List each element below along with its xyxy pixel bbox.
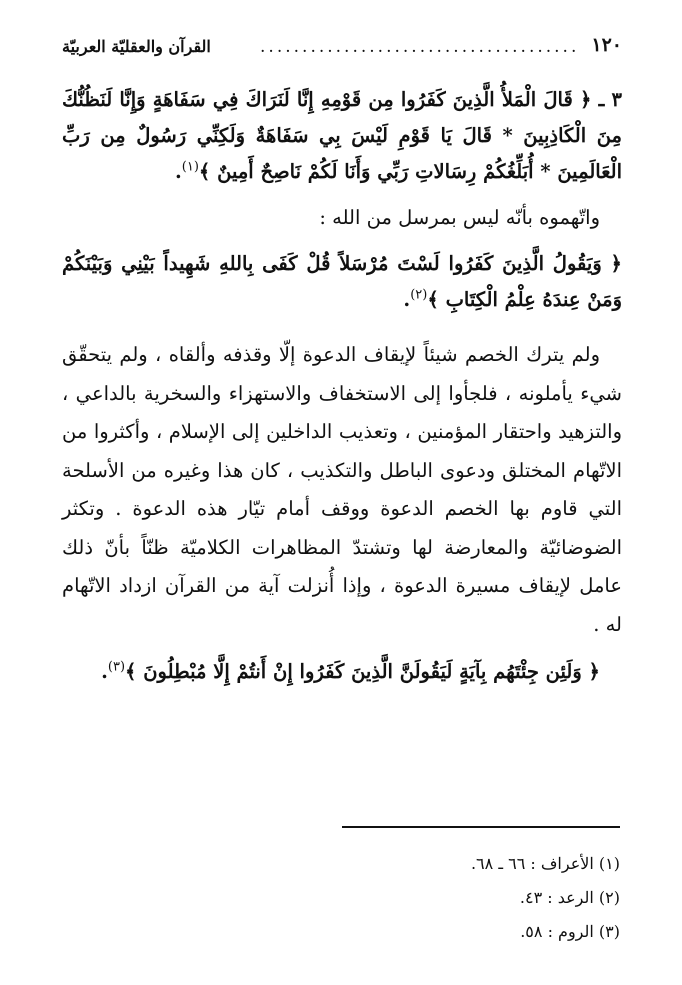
verse-block-1: ٣ ـ ﴿ قَالَ الْمَلأُ الَّذِينَ كَفَرُوا مِن قَوْمِهِ إِنَّا لَنَرَاكَ فِي سَفَاهَةٍ وَإِنَّا لَنَظُنُّكَ مِنَ الْكَاذِبِينَ * قَالَ يَا قَوْمِ لَيْسَ بِي سَفَاهَةٌ وَلَكِنِّي رَسُولٌ مِن رَبِّ الْعَالَمِينَ * أُبَلِّغُكُمْ رِسَالاتِ رَبِّي وَأَنَا لَكُمْ نَاصِحٌ أَمِينٌ ﴾$^{(١)}$.: [62, 88, 622, 183]
running-header: [62, 30, 622, 56]
footnote-2: (٢) الرعد : ٤٣.: [519, 888, 620, 907]
verse-block-2: ﴿ وَيَقُولُ الَّذِينَ كَفَرُوا لَسْتَ مُرْسَلاً قُلْ كَفَى بِاللهِ شَهِيداً بَيْنِي وَبَيْنَكُمْ وَمَنْ عِندَهُ عِلْمُ الْكِتَابِ ﴾$^{(٢)}$.: [62, 252, 622, 311]
footnote-ref-3: (٣): [107, 659, 126, 675]
footnote-ref-1: (١): [181, 159, 199, 175]
verse-block-3: ﴿ وَلَئِن جِئْتَهُم بِآيَةٍ لَيَقُولَنَّ الَّذِينَ كَفَرُوا إِنْ أَنتُمْ إِلَّا مُبْطِلُونَ ﴾$^{(٣)}$.: [101, 659, 600, 683]
footnote-ref-2: (٢): [410, 287, 428, 303]
verse-text-2: ﴿ وَيَقُولُ الَّذِينَ كَفَرُوا لَسْتَ مُرْسَلاً قُلْ كَفَى بِاللهِ شَهِيداً بَيْنِي وَبَيْنَكُمْ وَمَنْ عِندَهُ عِلْمُ الْكِتَابِ ﴾: [62, 252, 622, 311]
main-text: [62, 82, 622, 690]
paragraph-main: ولم يترك الخصم شيئاً لإيقاف الدعوة إلّا وقذفه وألقاه ، ولم يتحقّق شيء يأملونه ، فلجأوا إلى الاستخفاف والاستهزاء والسخرية بالداعي ، والتزهيد واحتقار المؤمنين ، وتعذيب الداخلين إلى الإسلام ، وأكثروا من الاتّهام المختلق ودعوى الباطل والتكذيب ، كان هذا وغيره من الأسلحة التي قاوم بها الخصم الدعوة ووقف أمام تيّار هذه الدعوة . وتكثر الضوضائيّة والمعارضة لها وتشتدّ المظاهرات الكلاميّة ظنّاً بأنّ ذلك عامل لإيقاف مسيرة الدعوة ، وإذا أُنزلت آية من القرآن ازداد الاتّهام له .: [62, 343, 622, 636]
header-leader-dots: ......................................: [260, 38, 580, 56]
running-title: القرآن والعقليّة العربيّة: [62, 37, 211, 56]
verse-text-1: ٣ ـ ﴿ قَالَ الْمَلأُ الَّذِينَ كَفَرُوا مِن قَوْمِهِ إِنَّا لَنَرَاكَ فِي سَفَاهَةٍ وَإِنَّا لَنَظُنُّكَ مِنَ الْكَاذِبِينَ * قَالَ يَا قَوْمِ لَيْسَ بِي سَفَاهَةٌ وَلَكِنِّي رَسُولٌ مِن رَبِّ الْعَالَمِينَ * أُبَلِّغُكُمْ رِسَالاتِ رَبِّي وَأَنَا لَكُمْ نَاصِحٌ أَمِينٌ ﴾: [62, 88, 622, 183]
footnote-1: (١) الأعراف : ٦٦ ـ ٦٨.: [470, 854, 620, 873]
footnote-separator: [342, 826, 620, 828]
footnote-3: (٣) الروم : ٥٨.: [520, 922, 620, 941]
footnotes: [220, 847, 620, 949]
page-number: ١٢٠: [591, 34, 622, 56]
paragraph-accusation: واتّهموه بأنّه ليس بمرسل من الله :: [319, 206, 600, 229]
verse-text-3: ﴿ وَلَئِن جِئْتَهُم بِآيَةٍ لَيَقُولَنَّ الَّذِينَ كَفَرُوا إِنْ أَنتُمْ إِلَّا مُبْطِلُونَ ﴾: [125, 660, 600, 683]
